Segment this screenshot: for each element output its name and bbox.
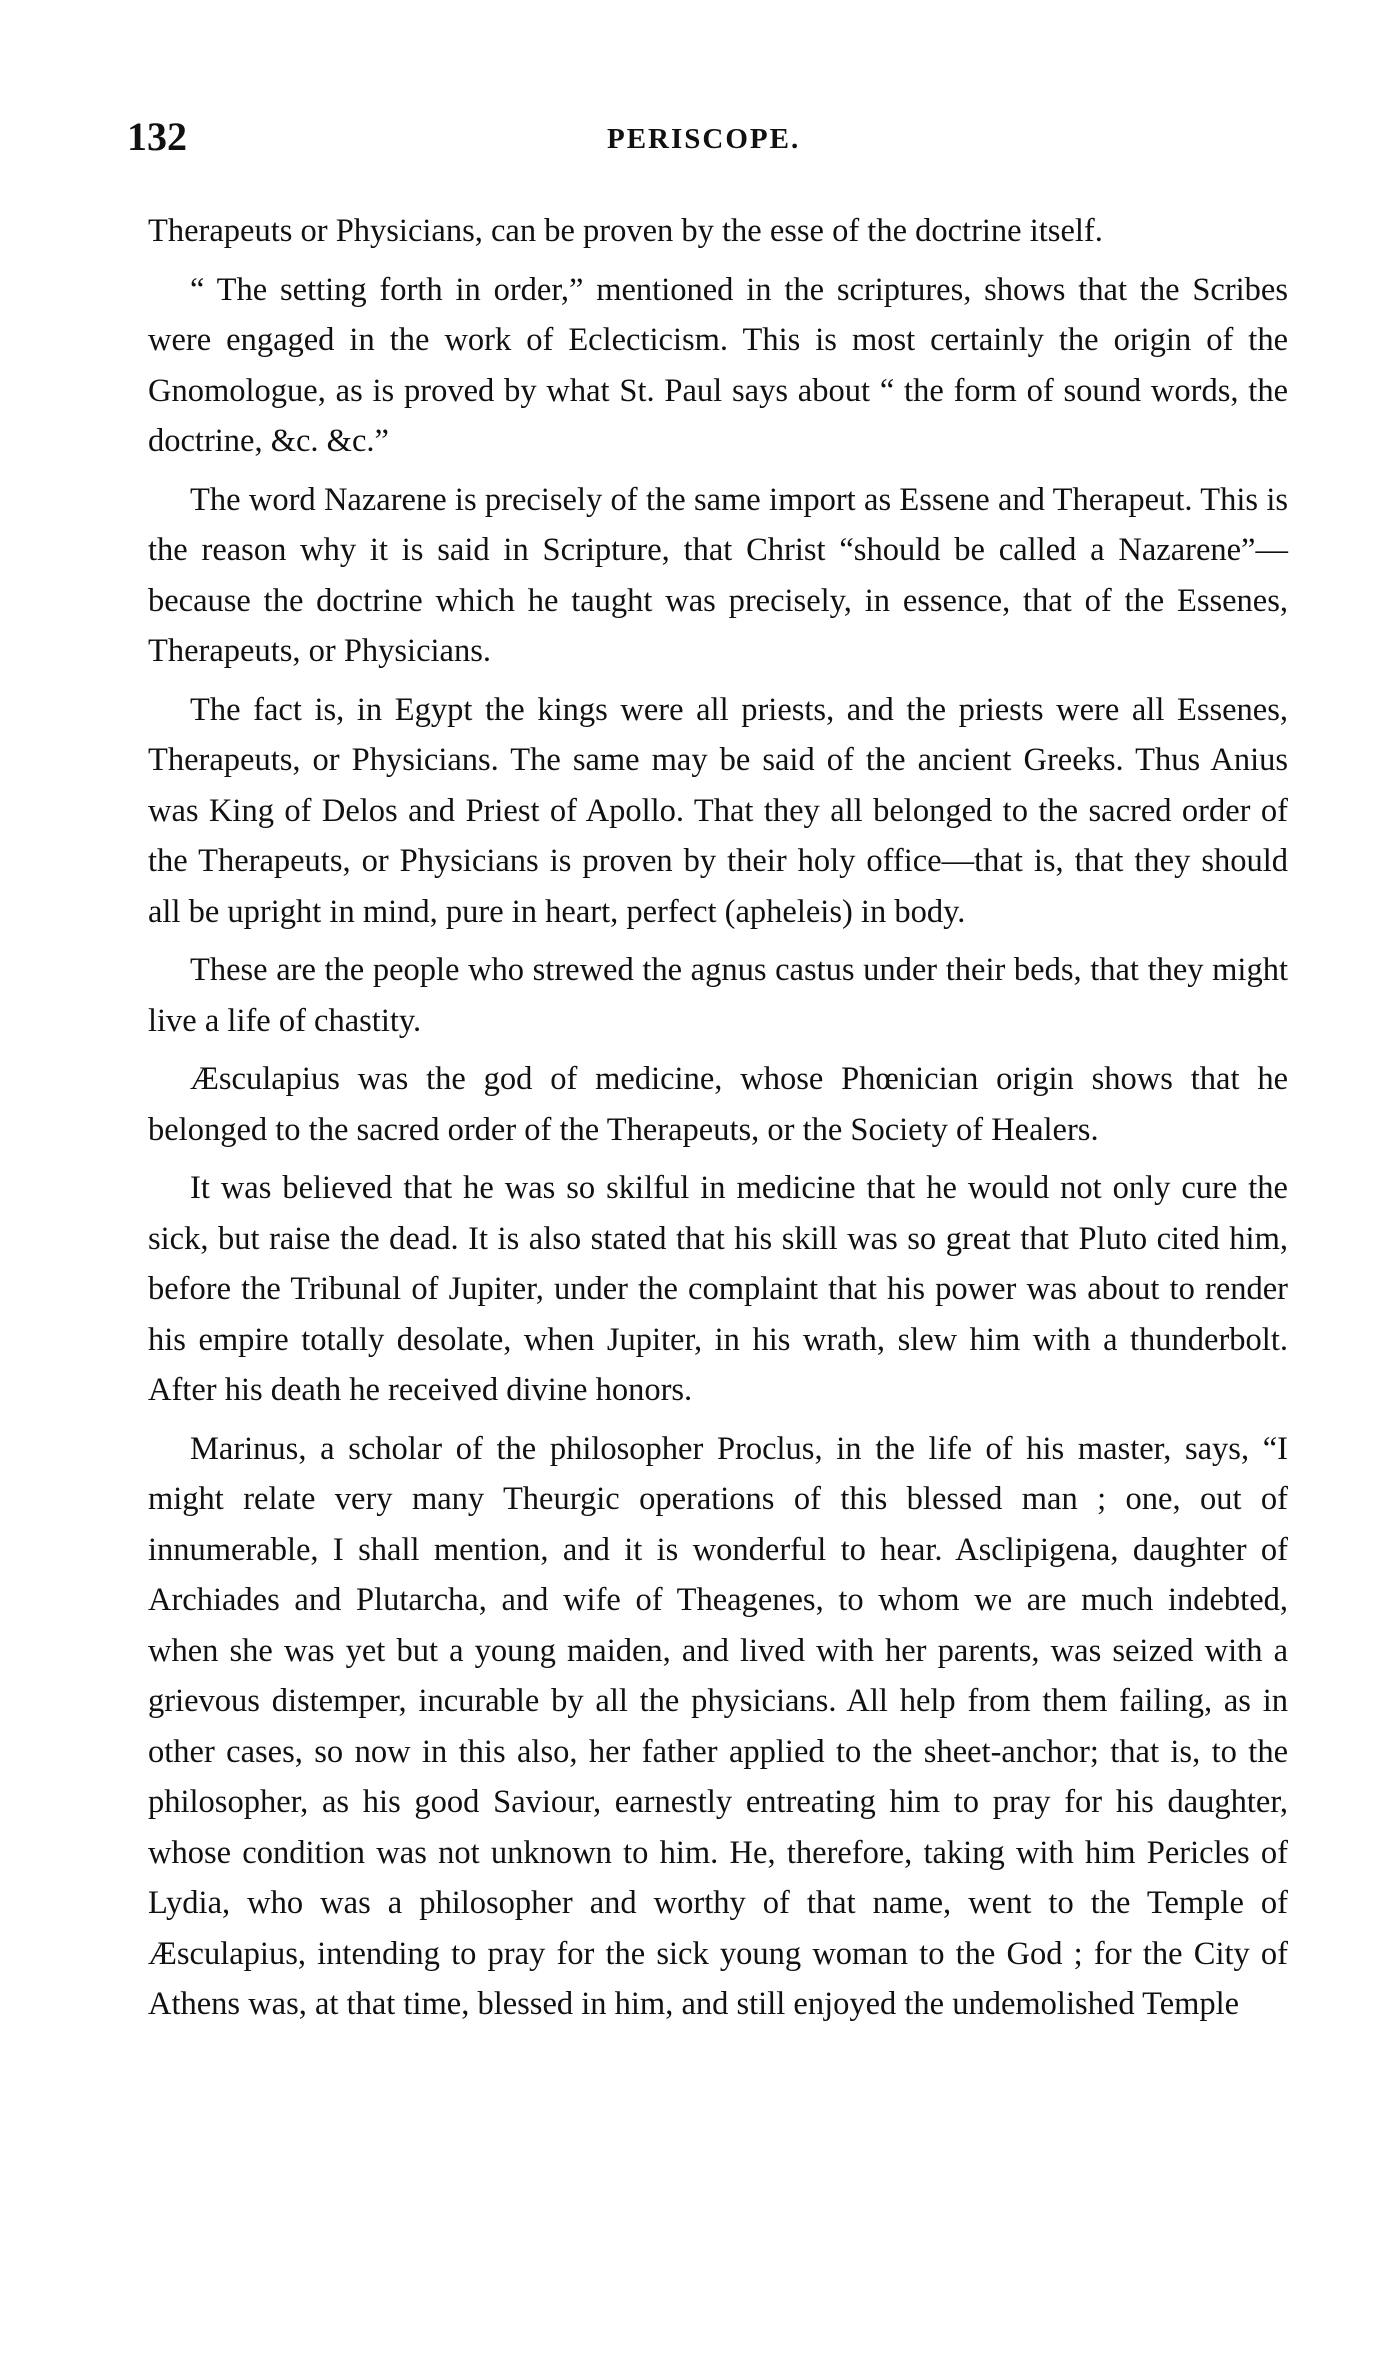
page-header xyxy=(127,115,1307,175)
paragraph: Therapeuts or Physicians, can be proven by the esse of the doctrine itself. xyxy=(148,213,1103,249)
paragraph: The fact is, in Egypt the kings were all priests, and the priests were all Essenes, Therapeuts, or Physicians. The same may be said of the ancient Greeks. Thus Anius was King of Delos and Priest of Apollo. That they all belonged to the sacred order of the Therapeuts, or Physicians is proven by their holy office—that is, that they should all be upright in mind, pure in heart, perfect (apheleis) in body. xyxy=(148,691,1288,930)
paragraph: Æsculapius was the god of medicine, whose Phœnician origin shows that he belonged to the sacred order of the Therapeuts, or the Society of Healers. xyxy=(148,1061,1288,1148)
paragraph: The word Nazarene is precisely of the same import as Essene and Therapeut. This is the reason why it is said in Scripture, that Christ “should be called a Nazarene”—because the doctrine which he taught was precisely, in essence, that of the Essenes, Therapeuts, or Physicians. xyxy=(148,481,1288,669)
paragraph: These are the people who strewed the agnus castus under their beds, that they might live a life of chastity. xyxy=(148,952,1288,1039)
paragraph: It was believed that he was so skilful in medicine that he would not only cure the sick, but raise the dead. It is also stated that his skill was so great that Pluto cited him, before the Tribunal of Jupiter, under the complaint that his power was about to render his empire totally desolate, when Jupiter, in his wrath, slew him with a thunderbolt. After his death he received divine honors. xyxy=(148,1170,1288,1408)
body-text xyxy=(148,206,1288,2038)
paragraph: “ The setting forth in order,” mentioned in the scriptures, shows that the Scribes were engaged in the work of Eclecticism. This is most certainly the origin of the Gnomologue, as is proved by what St. Paul says about “ the form of sound words, the doctrine, &c. &c.” xyxy=(148,271,1288,459)
paragraph: Marinus, a scholar of the philosopher Proclus, in the life of his master, says, “I might relate very many Theurgic operations of this blessed man ; one, out of innumerable, I shall mention, and it is wonderful to hear. Asclipigena, daughter of Archiades and Plutarcha, and wife of Theagenes, to whom we are much indebted, when she was yet but a young maiden, and lived with her parents, was seized with a grievous distemper, incurable by all the physicians. All help from them failing, as in other cases, so now in this also, her father applied to the sheet-anchor; that is, to the philosopher, as his good Saviour, earnestly entreating him to pray for his daughter, whose condition was not unknown to him. He, therefore, taking with him Pericles of Lydia, who was a philosopher and worthy of that name, went to the Temple of Æsculapius, intending to pray for the sick young woman to the God ; for the City of Athens was, at that time, blessed in him, and still enjoyed the undemolished Temple xyxy=(148,1430,1288,2022)
page-number: 132 xyxy=(127,114,187,159)
running-head: PERISCOPE. xyxy=(607,123,801,155)
